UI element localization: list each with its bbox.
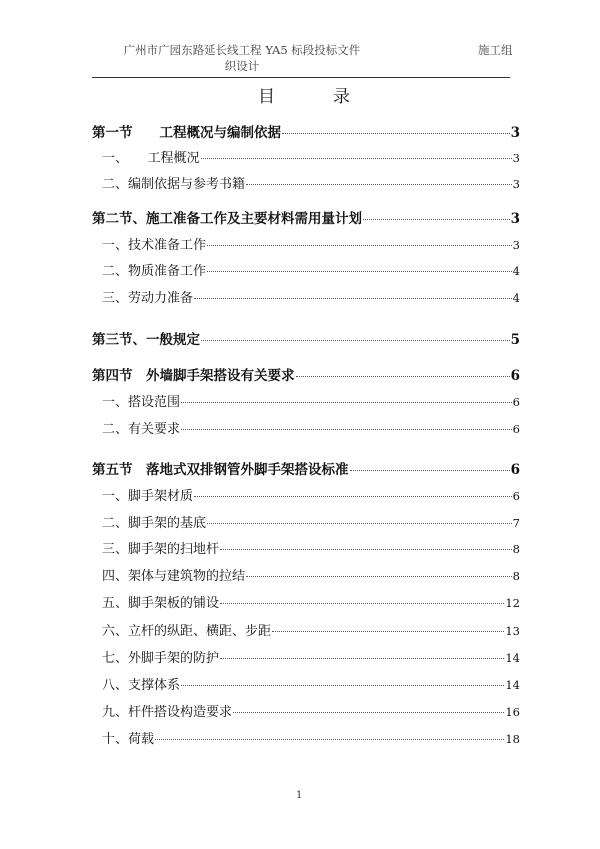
dot-leader (201, 340, 510, 341)
toc-entry-label: 二、有关要求 (102, 422, 181, 437)
toc-subsection-entry[interactable] (102, 565, 520, 584)
toc-section-entry[interactable] (92, 207, 520, 227)
toc-entry-label: 一、搭设范围 (102, 395, 181, 410)
dot-leader (194, 496, 512, 497)
toc-subsection-entry[interactable] (102, 485, 520, 504)
page-number: 1 (296, 790, 303, 801)
toc-entry-label: 十、荷载 (102, 732, 155, 747)
toc-entry-label: 二、编制依据与参考书籍 (102, 177, 246, 192)
header-section-tag: 施工组 (478, 43, 513, 57)
toc-entry-page: 16 (505, 705, 520, 719)
toc-subsection-entry[interactable] (102, 391, 520, 410)
toc-subsection-entry[interactable] (102, 234, 520, 253)
toc-entry-label: 三、劳动力准备 (102, 291, 194, 306)
toc-entry-page: 5 (510, 332, 520, 348)
dot-leader (155, 739, 504, 740)
dot-leader (296, 376, 510, 377)
dot-leader (181, 685, 504, 686)
dot-leader (282, 133, 510, 134)
toc-entry-page: 3 (512, 151, 520, 165)
toc-entry-page: 18 (505, 732, 520, 746)
toc-title-char-1: 目 (258, 87, 275, 107)
toc-entry-page: 3 (510, 125, 520, 141)
dot-leader (194, 298, 512, 299)
dot-leader (220, 549, 512, 550)
toc-subsection-entry[interactable] (102, 674, 520, 693)
dot-leader (181, 429, 512, 430)
toc-entry-page: 7 (512, 516, 520, 530)
toc-entry-page: 14 (505, 678, 520, 692)
header-line-1: 广州市广园东路延长线工程 YA5 标段投标文件 (123, 43, 361, 57)
toc-subsection-entry[interactable] (102, 620, 520, 639)
dot-leader (246, 184, 512, 185)
toc-entry-label: 三、脚手架的扫地杆 (102, 542, 220, 557)
toc-subsection-entry[interactable] (102, 173, 520, 192)
toc-entry-page: 13 (505, 624, 520, 638)
toc-title-char-2: 录 (333, 87, 350, 107)
toc-entry-label: 二、脚手架的基底 (102, 516, 207, 531)
dot-leader (207, 523, 512, 524)
toc-subsection-entry[interactable] (102, 418, 520, 437)
toc-subsection-entry[interactable] (102, 647, 520, 666)
toc-entry-label: 八、支撑体系 (102, 678, 181, 693)
dot-leader (350, 470, 510, 471)
dot-leader (207, 245, 512, 246)
dot-leader (181, 402, 512, 403)
toc-subsection-entry[interactable] (102, 260, 520, 279)
toc-entry-page: 4 (512, 291, 520, 305)
dot-leader (246, 576, 512, 577)
toc-entry-label: 六、立杆的纵距、横距、步距 (102, 624, 272, 639)
toc-subsection-entry[interactable] (102, 538, 520, 557)
dot-leader (363, 219, 510, 220)
toc-section-entry[interactable] (92, 458, 520, 478)
toc-entry-page: 8 (512, 569, 520, 583)
toc-entry-page: 3 (510, 211, 520, 227)
header-rule (92, 77, 510, 78)
dot-leader (201, 158, 512, 159)
toc-entry-label: 二、物质准备工作 (102, 264, 207, 279)
header-line-2: 织设计 (224, 59, 260, 73)
toc-entry-page: 3 (512, 177, 520, 191)
toc-subsection-entry[interactable] (102, 147, 520, 166)
toc-entry-label: 一、技术准备工作 (102, 238, 207, 253)
toc-subsection-entry[interactable] (102, 701, 520, 720)
toc-title (258, 82, 350, 107)
toc-entry-page: 3 (512, 238, 520, 252)
toc-entry-label: 七、外脚手架的防护 (102, 651, 220, 666)
toc-entry-page: 4 (512, 264, 520, 278)
toc-entry-page: 8 (512, 542, 520, 556)
toc-entry-label: 一、 工程概况 (102, 151, 200, 166)
toc-subsection-entry[interactable] (102, 728, 520, 747)
running-header (92, 42, 392, 74)
toc-entry-label: 第二节、施工准备工作及主要材料需用量计划 (92, 211, 362, 227)
toc-entry-page: 6 (512, 422, 520, 436)
toc-section-entry[interactable] (92, 364, 520, 384)
toc-entry-label: 第五节 落地式双排钢管外脚手架搭设标准 (92, 462, 349, 478)
toc-entry-label: 九、杆件搭设构造要求 (102, 705, 233, 720)
toc-entry-label: 第一节 工程概况与编制依据 (92, 125, 281, 141)
toc-entry-label: 一、脚手架材质 (102, 489, 194, 504)
toc-entry-page: 6 (512, 395, 520, 409)
toc-section-entry[interactable] (92, 121, 520, 141)
toc-subsection-entry[interactable] (102, 592, 520, 611)
toc-subsection-entry[interactable] (102, 287, 520, 306)
dot-leader (220, 658, 504, 659)
toc-entry-label: 五、脚手架板的铺设 (102, 596, 220, 611)
toc-entry-label: 第三节、一般规定 (92, 332, 200, 348)
toc-entry-page: 6 (510, 462, 520, 478)
dot-leader (233, 712, 504, 713)
dot-leader (207, 271, 512, 272)
toc-entry-label: 第四节 外墙脚手架搭设有关要求 (92, 368, 295, 384)
toc-subsection-entry[interactable] (102, 512, 520, 531)
dot-leader (220, 603, 504, 604)
toc-entry-page: 12 (505, 596, 520, 610)
toc-entry-page: 6 (512, 489, 520, 503)
toc-entry-page: 14 (505, 651, 520, 665)
toc-entry-label: 四、架体与建筑物的拉结 (102, 569, 246, 584)
toc-entry-page: 6 (510, 368, 520, 384)
dot-leader (272, 631, 504, 632)
toc-section-entry[interactable] (92, 328, 520, 348)
